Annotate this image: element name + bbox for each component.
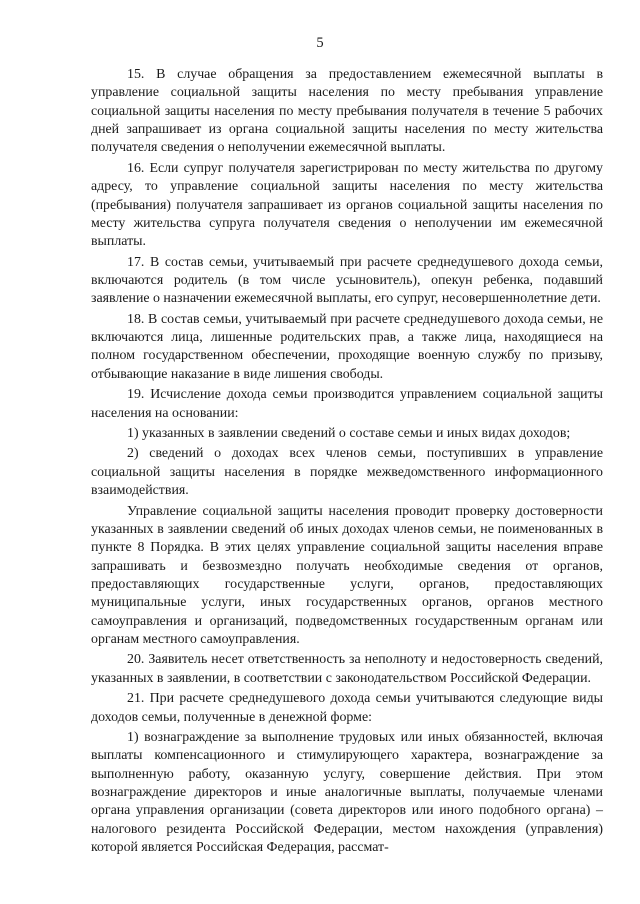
- paragraph-21-item-1: 1) вознаграждение за выполнение трудовых или иных обязанностей, включая выплаты компенсационного и стимулирующего характера, вознаграждение за выполненную работу, оказанную услугу, совершение действия. При этом вознаграждение директоров и иные аналогичные выплаты, получаемые членами органа управления организации (совета директоров или иного подобного органа) – налогового резидента Российской Федерации, местом нахождения (управления) которой является Российская Федерация, рассмат-: [91, 729, 603, 856]
- paragraph-19-verification: Управление социальной защиты населения проводит проверку достоверности указанных в заявлении сведений об иных доходах членов семьи, не поименованных в пункте 8 Порядка. В этих целях управление социальной защиты населения вправе запрашивать и безвозмездно получать необходимые сведения от органов, предоставляющих государственные услуги, органов, предоставляющих муниципальные услуги, иных государственных органов, органов местного самоуправления и организаций, подведомственных государственным органам или органам местного самоуправления.: [91, 503, 603, 647]
- paragraph-15: 15. В случае обращения за предоставлением ежемесячной выплаты в управление социальной защиты населения по месту пребывания управление социальной защиты населения по месту пребывания получателя в течение 5 рабочих дней запрашивает из органа социальной защиты населения по месту жительства получателя сведения о неполучении ежемесячной выплаты.: [91, 67, 603, 156]
- paragraph-17: 17. В состав семьи, учитываемый при расчете среднедушевого дохода семьи, включаются родитель (в том числе усыновитель), опекун ребенка, подавший заявление о назначении ежемесячной выплаты, его супруг, несовершеннолетние дети.: [91, 254, 603, 307]
- paragraph-19-item-2: 2) сведений о доходах всех членов семьи, поступивших в управление социальной защиты населения в порядке межведомственного информационного взаимодействия.: [91, 446, 603, 499]
- paragraph-21: 21. При расчете среднедушевого дохода семьи учитываются следующие виды доходов семьи, полученные в денежной форме:: [91, 691, 603, 725]
- paragraph-20: 20. Заявитель несет ответственность за неполноту и недостоверность сведений, указанных в заявлении, в соответствии с законодательством Российской Федерации.: [91, 652, 603, 686]
- paragraph-18: 18. В состав семьи, учитываемый при расчете среднедушевого дохода семьи, не включаются лица, лишенные родительских прав, а также лица, находящиеся на полном государственном обеспечении, проходящие военную службу по призыву, отбывающие наказание в виде лишения свободы.: [91, 311, 603, 382]
- paragraph-19-item-1: 1) указанных в заявлении сведений о составе семьи и иных видах доходов;: [127, 426, 571, 441]
- paragraph-19: 19. Исчисление дохода семьи производится управлением социальной защиты населения на основании:: [91, 387, 603, 421]
- document-body: [91, 66, 603, 859]
- paragraph-16: 16. Если супруг получателя зарегистрирован по месту жительства по другому адресу, то управление социальной защиты населения по месту жительства (пребывания) получателя запрашивает из органов социальной защиты населения по месту жительства супруга получателя сведения о неполучении им ежемесячной выплаты.: [91, 160, 603, 250]
- page-number: 5: [316, 35, 324, 51]
